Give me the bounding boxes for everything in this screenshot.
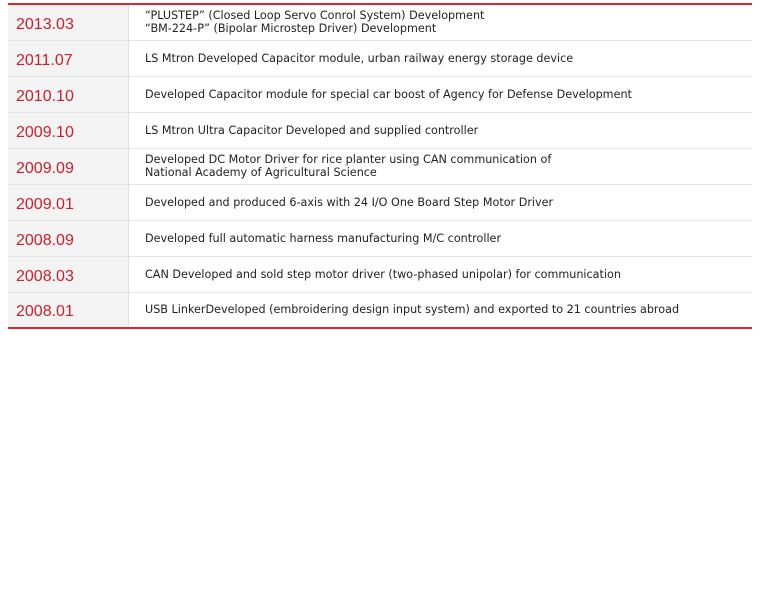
history-row: [8, 40, 752, 76]
history-description-line: LS Mtron Ultra Capacitor Developed and supplied controller: [145, 123, 479, 137]
history-row: [8, 256, 752, 292]
history-year: 2008.09: [8, 220, 129, 256]
history-year: 2009.09: [8, 148, 129, 184]
history-row: [8, 184, 752, 220]
history-row: [8, 220, 752, 256]
history-row: [8, 76, 752, 112]
history-description-line: “BM-224-P” (Bipolar Microstep Driver) Development: [145, 22, 437, 36]
history-description: [129, 40, 753, 76]
history-row: [8, 112, 752, 148]
history-description-line: Developed and produced 6-axis with 24 I/O One Board Step Motor Driver: [145, 195, 554, 209]
history-description: [129, 184, 753, 220]
history-year: 2008.01: [8, 292, 129, 328]
history-row: [8, 292, 752, 328]
history-year: 2010.10: [8, 76, 129, 112]
history-row: [8, 4, 752, 40]
history-description: [129, 76, 753, 112]
history-table: [8, 3, 752, 329]
history-description: [129, 148, 753, 184]
history-description-line: Developed DC Motor Driver for rice planter using CAN communication of: [145, 153, 552, 166]
history-description-line: National Academy of Agricultural Science: [145, 166, 377, 179]
history-description-line: Developed Capacitor module for special car boost of Agency for Defense Development: [145, 87, 632, 101]
history-description-line: CAN Developed and sold step motor driver (two-phased unipolar) for communication: [145, 267, 621, 281]
history-description: [129, 256, 753, 292]
history-description-line: LS Mtron Developed Capacitor module, urban railway energy storage device: [145, 51, 574, 65]
history-description: [129, 112, 753, 148]
history-description: [129, 292, 753, 328]
history-year: 2009.01: [8, 184, 129, 220]
history-description-line: “PLUSTEP” (Closed Loop Servo Conrol System) Development: [145, 9, 485, 23]
history-description-line: USB LinkerDeveloped (embroidering design input system) and exported to 21 countries abroad: [145, 303, 680, 317]
history-row: [8, 148, 752, 184]
history-description: [129, 220, 753, 256]
history-year: 2013.03: [8, 4, 129, 40]
history-description: [129, 4, 753, 40]
history-year: 2011.07: [8, 40, 129, 76]
history-year: 2008.03: [8, 256, 129, 292]
history-year: 2009.10: [8, 112, 129, 148]
history-description-line: Developed full automatic harness manufacturing M/C controller: [145, 231, 502, 245]
